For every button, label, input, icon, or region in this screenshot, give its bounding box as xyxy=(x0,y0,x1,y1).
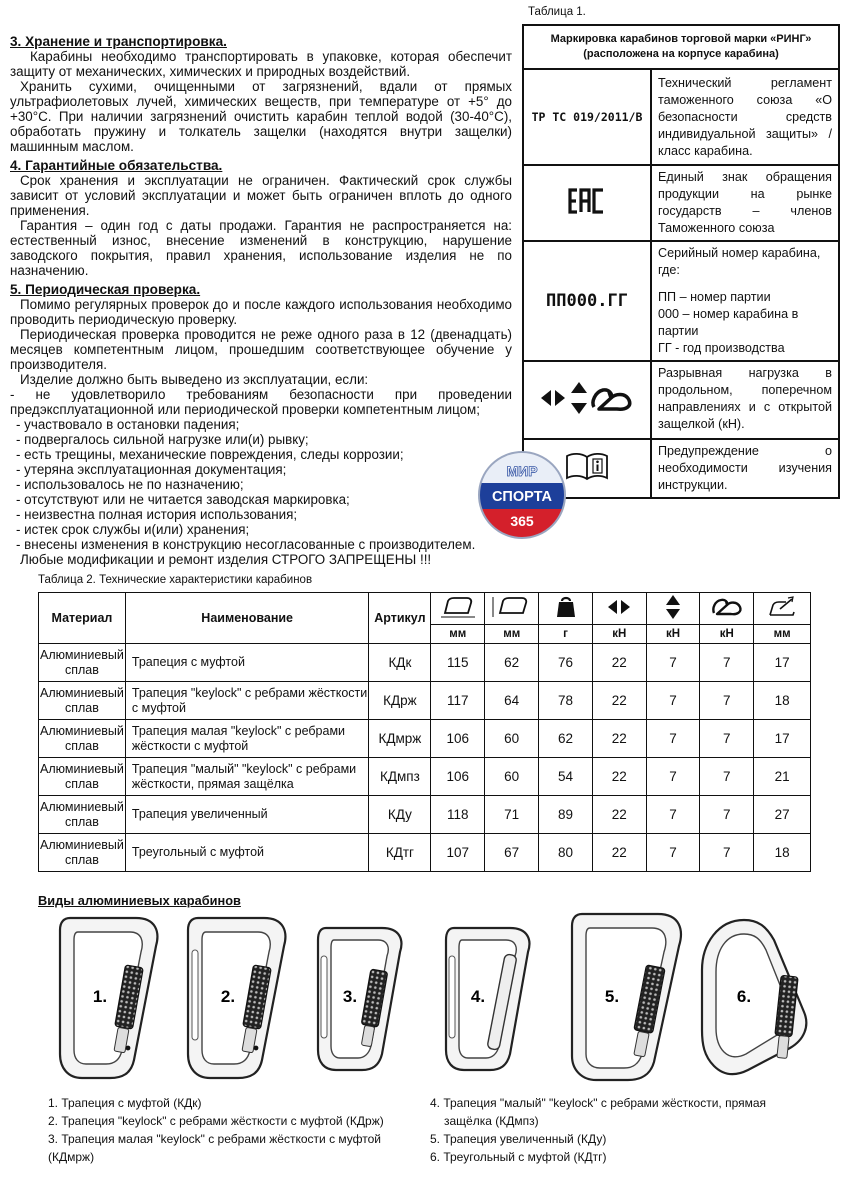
marking-table-header: Маркировка карабинов торговой марки «РИНГ» (расположена на корпусе карабина) xyxy=(523,25,839,69)
specs-table-body xyxy=(39,644,811,872)
marking-symbol xyxy=(523,165,651,241)
header-article: Артикул xyxy=(369,593,431,644)
mir-sporta-logo xyxy=(476,449,568,541)
carabiner-2-icon xyxy=(188,918,285,1078)
gate-opening-icon xyxy=(766,595,798,619)
serial-number-mark: ПП000.ГГ xyxy=(546,291,628,311)
value-cell: 60 xyxy=(485,758,539,796)
value-cell: 18 xyxy=(754,682,811,720)
article-cell: КДмпз xyxy=(369,758,431,796)
marking-description: Технический регламент таможенного союза «О безопасности средств индивидуальной защиты» / класс карабина. xyxy=(651,69,839,165)
header-icon-cell xyxy=(700,593,754,625)
value-cell: 17 xyxy=(754,644,811,682)
value-cell: 7 xyxy=(646,834,700,872)
carabiner-width-icon xyxy=(490,595,534,619)
value-cell: 107 xyxy=(431,834,485,872)
header-icon-cell xyxy=(431,593,485,625)
carabiner-number: 5. xyxy=(604,987,620,1006)
table-row xyxy=(39,682,811,720)
header-icon-cell xyxy=(592,593,646,625)
header-icon-cell xyxy=(485,593,539,625)
list-item: - утеряна эксплуатационная документация; xyxy=(16,462,287,477)
marking-symbol xyxy=(523,241,651,361)
name-cell: Трапеция с муфтой xyxy=(125,644,369,682)
value-cell: 22 xyxy=(592,644,646,682)
legend-item: 2. Трапеция "keylock" с ребрами жёсткости с муфтой (КДрж) xyxy=(48,1114,384,1128)
article-cell: КДмрж xyxy=(369,720,431,758)
logo-text: 365 xyxy=(510,513,534,529)
unit-cell: кН xyxy=(592,625,646,644)
value-cell: 22 xyxy=(592,834,646,872)
header-name: Наименование xyxy=(125,593,369,644)
manual-book-icon xyxy=(563,450,611,482)
header-icon-cell xyxy=(646,593,700,625)
value-cell: 71 xyxy=(485,796,539,834)
section-5-paragraph-3: Изделие должно быть выведено из эксплуатации, если: xyxy=(20,372,369,387)
table-1-caption: Таблица 1. xyxy=(528,6,586,18)
material-cell: Алюминиевый сплав xyxy=(39,758,126,796)
carabiner-1-icon xyxy=(60,918,157,1078)
serial-desc-line: 000 – номер карабина в партии xyxy=(658,307,799,338)
header-material: Материал xyxy=(39,593,126,644)
list-item: - подвергалось сильной нагрузке или(и) рывку; xyxy=(16,432,309,447)
material-cell: Алюминиевый сплав xyxy=(39,796,126,834)
load-arrows-icon xyxy=(539,380,635,416)
table-2-caption: Таблица 2. Технические характеристики карабинов xyxy=(38,574,313,586)
value-cell: 115 xyxy=(431,644,485,682)
marking-symbol xyxy=(523,361,651,439)
value-cell: 18 xyxy=(754,834,811,872)
material-cell: Алюминиевый сплав xyxy=(39,682,126,720)
section-4-paragraph-2: Гарантия – один год с даты продажи. Гарантия не распространяется на: естественный износ, внесение изменений в конструкцию, нарушение заводского покрытия, правил хранения, использование изделия не по назначению. xyxy=(10,218,512,278)
section-3-paragraph-1: Карабины необходимо транспортировать в упаковке, которая обеспечит защиту от механических, химических и природных воздействий. xyxy=(10,49,512,79)
value-cell: 27 xyxy=(754,796,811,834)
longitudinal-arrows-icon xyxy=(606,595,632,619)
value-cell: 62 xyxy=(485,644,539,682)
marking-description: Единый знак обращения продукции на рынке государств – членов Таможенного союза xyxy=(651,165,839,241)
value-cell: 22 xyxy=(592,796,646,834)
unit-cell: мм xyxy=(485,625,539,644)
carabiner-number: 3. xyxy=(342,987,358,1006)
value-cell: 76 xyxy=(539,644,593,682)
value-cell: 60 xyxy=(485,720,539,758)
list-item: - неизвестна полная история использования; xyxy=(16,507,298,522)
value-cell: 7 xyxy=(646,796,700,834)
legend-item: 1. Трапеция с муфтой (КДк) xyxy=(48,1096,202,1110)
list-item: - использовалось не по назначению; xyxy=(16,477,244,492)
carabiner-6-icon xyxy=(702,920,806,1074)
value-cell: 62 xyxy=(539,720,593,758)
value-cell: 106 xyxy=(431,720,485,758)
list-item: - есть трещины, механические повреждения, следы коррозии; xyxy=(16,447,404,462)
carabiner-legend-left xyxy=(48,1094,428,1166)
carabiner-number: 1. xyxy=(92,987,108,1006)
legend-item: 6. Треугольный с муфтой (КДтг) xyxy=(430,1150,607,1164)
list-item: - участвовало в остановки падения; xyxy=(16,417,240,432)
header-icon-cell xyxy=(539,593,593,625)
article-cell: КДрж xyxy=(369,682,431,720)
carabiner-number: 2. xyxy=(220,987,236,1006)
value-cell: 7 xyxy=(700,720,754,758)
table-row xyxy=(39,758,811,796)
section-5-title: 5. Периодическая проверка. xyxy=(10,282,201,297)
marking-description: Разрывная нагрузка в продольном, поперечном направлениях и с открытой защелкой (кН). xyxy=(651,361,839,439)
value-cell: 117 xyxy=(431,682,485,720)
section-3-paragraph-2: Хранить сухими, очищенными от загрязнений, вдали от прямых ультрафиолетовых лучей, химических веществ, при температуре от +5° до +30°С. При наличии загрязнений очистить карабин теплой водой (30-40°С), обработать пружину и толкатель защелки (находятся внутри защелки) машинным маслом. xyxy=(10,79,512,154)
material-cell: Алюминиевый сплав xyxy=(39,720,126,758)
value-cell: 7 xyxy=(646,720,700,758)
specs-table xyxy=(38,592,811,872)
unit-cell: кН xyxy=(646,625,700,644)
carabiner-illustrations xyxy=(30,910,820,1085)
value-cell: 54 xyxy=(539,758,593,796)
value-cell: 17 xyxy=(754,720,811,758)
weight-icon xyxy=(555,595,577,619)
unit-cell: мм xyxy=(754,625,811,644)
unit-cell: кН xyxy=(700,625,754,644)
value-cell: 89 xyxy=(539,796,593,834)
eac-mark-icon xyxy=(567,187,607,215)
marking-description: Предупреждение о необходимости изучения инструкции. xyxy=(651,439,839,498)
carabiner-3-icon xyxy=(318,928,401,1070)
carabiner-number: 4. xyxy=(470,987,486,1006)
carabiner-4-icon xyxy=(446,928,529,1070)
value-cell: 64 xyxy=(485,682,539,720)
value-cell: 21 xyxy=(754,758,811,796)
list-item: - не удовлетворило требованиям безопасности при проведении предэксплуатационной или периодической проверки компетентным лицом; xyxy=(10,387,512,417)
table-row xyxy=(39,644,811,682)
carabiner-types-title: Виды алюминиевых карабинов xyxy=(38,893,241,908)
article-cell: КДу xyxy=(369,796,431,834)
name-cell: Трапеция увеличенный xyxy=(125,796,369,834)
marking-description xyxy=(651,241,839,361)
material-cell: Алюминиевый сплав xyxy=(39,834,126,872)
value-cell: 7 xyxy=(700,758,754,796)
carabiner-number: 6. xyxy=(736,987,752,1006)
table-row xyxy=(39,720,811,758)
value-cell: 80 xyxy=(539,834,593,872)
section-5-paragraph-2: Периодическая проверка проводится не реже одного раза в 12 (двенадцать) месяцев компетентным лицом, прошедшим соответствующее обучение у производителя. xyxy=(10,327,512,372)
list-item: - внесены изменения в конструкцию несогласованные с производителем. xyxy=(16,537,476,552)
value-cell: 7 xyxy=(646,682,700,720)
value-cell: 7 xyxy=(700,682,754,720)
header-icon-cell xyxy=(754,593,811,625)
section-5-paragraph-1: Помимо регулярных проверок до и после каждого использования необходимо проводить периодическую проверку. xyxy=(10,297,512,327)
value-cell: 7 xyxy=(700,796,754,834)
serial-desc-line: ПП – номер партии xyxy=(658,290,771,304)
article-cell: КДк xyxy=(369,644,431,682)
carabiner-length-icon xyxy=(439,595,477,619)
logo-text: МИР xyxy=(506,463,538,479)
name-cell: Трапеция малая "keylock" с ребрами жёсткости с муфтой xyxy=(125,720,369,758)
legend-item: 5. Трапеция увеличенный (КДу) xyxy=(430,1132,607,1146)
section-4-title: 4. Гарантийные обязательства. xyxy=(10,158,223,173)
open-gate-icon xyxy=(710,595,744,619)
value-cell: 7 xyxy=(700,644,754,682)
transverse-arrows-icon xyxy=(663,594,683,620)
list-item: - истек срок службы и(или) хранения; xyxy=(16,522,250,537)
value-cell: 22 xyxy=(592,682,646,720)
name-cell: Трапеция "keylock" с ребрами жёсткости с муфтой xyxy=(125,682,369,720)
value-cell: 7 xyxy=(646,758,700,796)
name-cell: Треугольный с муфтой xyxy=(125,834,369,872)
legend-item: (КДмрж) xyxy=(48,1150,95,1164)
value-cell: 22 xyxy=(592,720,646,758)
final-warning: Любые модификации и ремонт изделия СТРОГО ЗАПРЕЩЕНЫ !!! xyxy=(20,552,432,567)
legend-item: защёлка (КДмпз) xyxy=(444,1114,539,1128)
value-cell: 7 xyxy=(700,834,754,872)
value-cell: 7 xyxy=(646,644,700,682)
carabiner-5-icon xyxy=(572,914,681,1080)
value-cell: 106 xyxy=(431,758,485,796)
instructions-column xyxy=(10,34,512,567)
article-cell: КДтг xyxy=(369,834,431,872)
logo-text: СПОРТА xyxy=(491,489,553,505)
value-cell: 22 xyxy=(592,758,646,796)
table-row xyxy=(39,796,811,834)
value-cell: 67 xyxy=(485,834,539,872)
list-item: - отсутствуют или не читается заводская маркировка; xyxy=(16,492,350,507)
section-3-title: 3. Хранение и транспортировка. xyxy=(10,34,227,49)
legend-item: 3. Трапеция малая "keylock" с ребрами жёсткости с муфтой xyxy=(48,1132,381,1146)
unit-cell: мм xyxy=(431,625,485,644)
table-row xyxy=(39,834,811,872)
carabiner-legend-right xyxy=(430,1094,830,1166)
marking-symbol xyxy=(523,69,651,165)
value-cell: 118 xyxy=(431,796,485,834)
marking-table xyxy=(522,24,840,499)
legend-item: 4. Трапеция "малый" "keylock" с ребрами жёсткости, прямая xyxy=(430,1096,767,1110)
value-cell: 78 xyxy=(539,682,593,720)
section-4-paragraph-1: Срок хранения и эксплуатации не ограничен. Фактический срок службы зависит от условий эксплуатации и может быть ограничен вплоть до одного применения. xyxy=(10,173,512,218)
serial-desc-line: Серийный номер карабина, где: xyxy=(658,246,821,277)
unit-cell: г xyxy=(539,625,593,644)
tr-ts-mark: ТР ТС 019/2011/В xyxy=(531,110,643,124)
serial-desc-line: ГГ - год производства xyxy=(658,341,785,355)
material-cell: Алюминиевый сплав xyxy=(39,644,126,682)
name-cell: Трапеция "малый" "keylock" с ребрами жёсткости, прямая защёлка xyxy=(125,758,369,796)
